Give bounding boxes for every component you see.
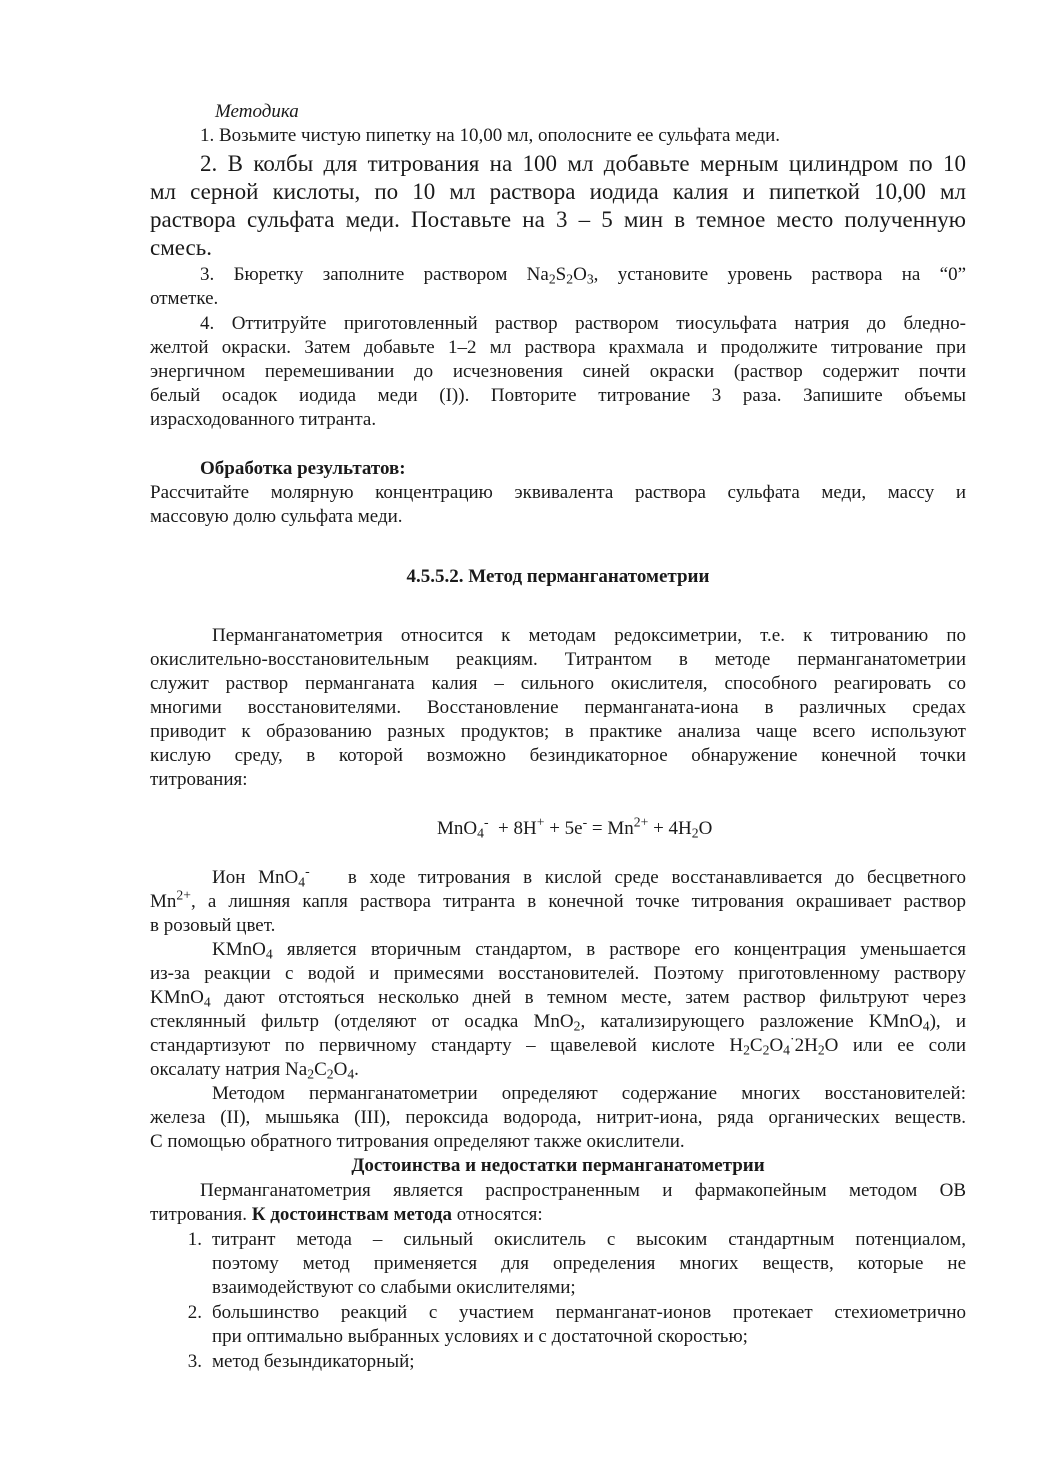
kmno4-line-5: стандартизуют по первичному стандарту – щавелевой кислоте $H_2C_2O_4^\cdot 2H_2O$ или ее соли [150,1031,966,1058]
kmno4-line-6: оксалату натрия $Na_2C_2O_4$. [150,1059,359,1082]
intro-line-3: служит раствор перманганата калия – сильного окислителя, способного реагировать со [150,673,966,694]
kmno4-line-4: стеклянный фильтр (отделяют от осадка MnO$_2$, катализирующего разложение KMnO$_4$), и [150,1011,967,1034]
kmno4-line-1: KMnO$_4$ является вторичным стандартом, в растворе его концентрация уменьшается [212,939,966,962]
list-item-1-line-2: поэтому метод применяется для определения многих веществ, которые не [212,1253,966,1274]
method-step-2-line-3: раствора сульфата меди. Поставьте на 3 – 5 мин в темное место полученную [150,207,966,232]
usage-line-3: С помощью обратного титрования определяют также окислители. [150,1131,685,1152]
list-item-2-number: 2. [187,1302,202,1323]
method-step-4-line-5: израсходованного титранта. [150,409,377,430]
usage-line-1: Методом перманганатометрии определяют содержание многих восстановителей: [212,1083,966,1104]
kmno4-line-3: KMnO$_4$ дают отстояться несколько дней в темном месте, затем раствор фильтруют через [150,987,966,1010]
intro-line-6: кислую среду, в которой возможно безиндикаторное обнаружение конечной точки [150,745,966,766]
intro-line-2: окислительно-восстановительным реакциям. Титрантом в методе перманганатометрии [150,649,966,670]
ion-line-3: в розовый цвет. [150,915,276,936]
list-item-3-number: 3. [187,1351,202,1372]
list-item-1-line-1: титрант метода – сильный окислитель с высоким стандартным потенциалом, [212,1229,966,1250]
method-step-4-line-1: 4. Оттитруйте приготовленный раствор раствором тиосульфата натрия до бледно- [200,313,966,334]
method-step-2-line-1: 2. В колбы для титрования на 100 мл добавьте мерным цилиндром по 10 [200,151,966,176]
method-step-4-line-2: желтой окраски. Затем добавьте 1–2 мл раствора крахмала и продолжите титрование при [150,337,966,358]
pros-intro-line-1: Перманганатометрия является распространенным и фармакопейным методом ОВ [200,1180,966,1201]
method-heading: Методика [215,101,299,122]
results-heading: Обработка результатов: [200,458,406,479]
method-step-4-line-4: белый осадок иодида меди (I)). Повторите титрование 3 раза. Запишите объемы [150,385,966,406]
pros-intro-line-2: титрования. К достоинствам метода относятся: [150,1204,543,1225]
reaction-equation: $MnO_4^- + 8H^+ + 5e^- = Mn^{2+} + 4H_2O$ [437,814,713,841]
method-step-3-line-1: 3. Бюретку заполните раствором $Na_2S_2O_3$, установите уровень раствора на “0” [200,264,967,287]
intro-line-4: многими восстановителями. Восстановление перманганата-иона в различных средах [150,697,966,718]
method-step-2-line-4: смесь. [150,235,212,260]
list-item-3-line-1: метод безындикаторный; [212,1351,415,1372]
ion-line-1: Ион MnO$_4$- в ходе титрования в кислой среде восстанавливается до бесцветного [212,863,967,890]
method-step-3-line-2: отметке. [150,288,219,309]
intro-line-5: приводит к образованию разных продуктов; в практике анализа чаще всего используют [150,721,966,742]
intro-line-7: титрования: [150,769,248,790]
usage-line-2: железа (II), мышьяка (III), пероксида водорода, нитрит-иона, ряда органических веществ. [150,1107,966,1128]
pros-intro-bold: К достоинствам метода [251,1204,453,1225]
method-step-4-line-3: энергичном перемешивании до исчезновения синей окраски (раствор содержит почти [150,361,966,382]
results-line-2: массовую долю сульфата меди. [150,506,403,527]
intro-line-1: Перманганатометрия относится к методам редоксиметрии, т.е. к титрованию по [212,625,966,646]
kmno4-line-2: из-за реакции с водой и примесями восстановителей. Поэтому приготовленному раствору [150,963,966,984]
results-line-1: Рассчитайте молярную концентрацию эквивалента раствора сульфата меди, массу и [150,482,966,503]
list-item-2-line-2: при оптимально выбранных условиях и с достаточной скоростью; [212,1326,748,1347]
list-item-2-line-1: большинство реакций с участием перманганат-ионов протекает стехиометрично [212,1302,966,1323]
list-item-1-line-3: взаимодействуют со слабыми окислителями; [212,1277,576,1298]
list-item-1-number: 1. [187,1229,202,1250]
ion-line-2: $Mn^{2+}$, а лишняя капля раствора титранта в конечной точке титрования окрашивает раствор [150,887,966,912]
method-step-2-line-2: мл серной кислоты, по 10 мл раствора иодида калия и пипеткой 10,00 мл [150,179,966,204]
method-step-1: 1. Возьмите чистую пипетку на 10,00 мл, ополосните ее сульфата меди. [200,125,780,146]
section-title: 4.5.5.2. Метод перманганатометрии [406,566,710,587]
pros-heading: Достоинства и недостатки перманганатометрии [351,1155,765,1176]
